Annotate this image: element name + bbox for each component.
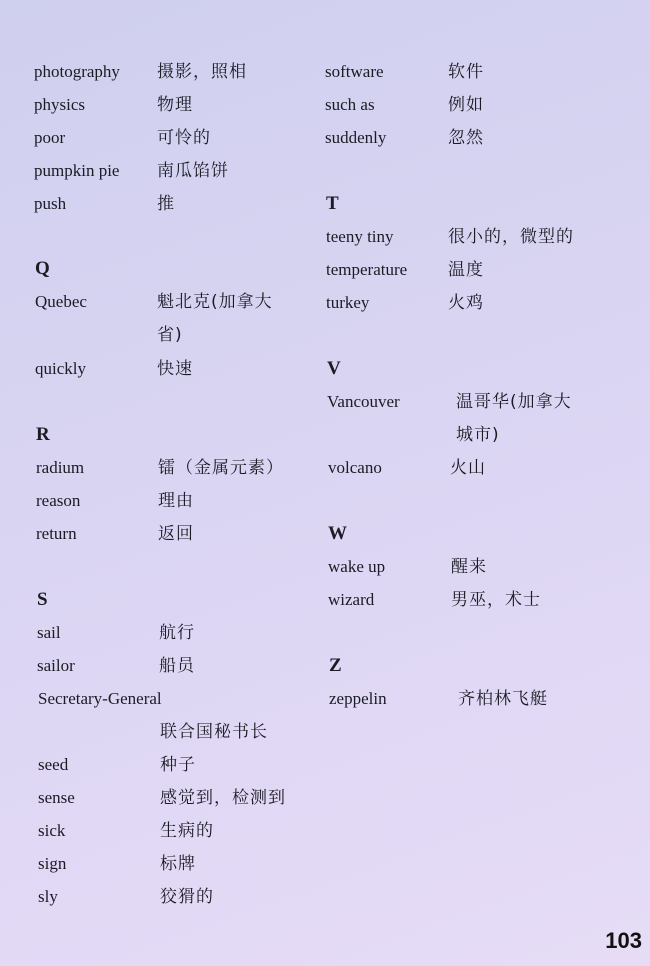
- entry-word: poor: [34, 128, 66, 147]
- entry-meaning: 摄影，照相: [157, 62, 247, 82]
- entry-meaning: 醒来: [451, 557, 487, 577]
- entry-meaning-cont: 省): [157, 325, 183, 345]
- entry-meaning: 航行: [159, 623, 195, 643]
- entry-meaning: 温度: [448, 260, 484, 280]
- section-heading-z: Z: [329, 655, 342, 676]
- entry-meaning: 温哥华(加拿大: [456, 392, 572, 412]
- entry-word: turkey: [326, 293, 370, 312]
- entry-meaning: 齐柏林飞艇: [458, 689, 548, 709]
- section-heading-w: W: [328, 523, 347, 544]
- entry-meaning: 狡猾的: [160, 887, 214, 907]
- entry-word: radium: [36, 458, 85, 477]
- section-heading-r: R: [36, 424, 50, 445]
- entry-word: suddenly: [325, 128, 387, 147]
- section-heading-v: V: [327, 358, 341, 379]
- entry-meaning: 可怜的: [157, 128, 211, 148]
- entry-meaning: 软件: [448, 62, 484, 82]
- entry-meaning-cont: 城市): [456, 425, 500, 445]
- entry-word: volcano: [328, 458, 382, 477]
- entry-meaning: 感觉到，检测到: [160, 788, 286, 808]
- entry-word: sail: [37, 623, 61, 642]
- section-heading-s: S: [37, 589, 48, 610]
- entry-word: reason: [36, 491, 81, 510]
- entry-word: pumpkin pie: [34, 161, 120, 180]
- entry-word: wake up: [328, 557, 386, 576]
- entry-word: sense: [38, 788, 75, 807]
- entry-word: sly: [38, 887, 58, 906]
- entry-word: zeppelin: [329, 689, 387, 708]
- section-heading-q: Q: [35, 258, 50, 279]
- entry-meaning: 物理: [157, 95, 193, 115]
- entry-meaning: 标牌: [160, 854, 196, 874]
- entry-word: sick: [38, 821, 66, 840]
- entry-word: Vancouver: [327, 392, 400, 411]
- section-heading-t: T: [326, 193, 339, 214]
- entry-word: Quebec: [35, 292, 87, 311]
- entry-meaning: 镭（金属元素）: [158, 458, 284, 478]
- entry-meaning: 忽然: [448, 128, 484, 148]
- entry-word: sign: [38, 854, 67, 873]
- entry-meaning: 推: [157, 194, 175, 214]
- entry-word: software: [325, 62, 384, 81]
- page-number: 103: [605, 928, 642, 953]
- entry-meaning: 船员: [159, 656, 195, 676]
- entry-meaning: 快速: [157, 359, 193, 379]
- entry-meaning: 种子: [160, 755, 196, 775]
- entry-meaning: 男巫，术士: [451, 590, 541, 610]
- entry-meaning: 南瓜馅饼: [157, 161, 229, 181]
- entry-meaning: 返回: [158, 524, 194, 544]
- entry-word: quickly: [35, 359, 86, 378]
- entry-meaning: 火山: [450, 458, 486, 478]
- entry-word: teeny tiny: [326, 227, 394, 246]
- entry-meaning: 理由: [158, 491, 194, 511]
- entry-word: Secretary-General: [38, 689, 162, 708]
- entry-meaning: 很小的，微型的: [448, 227, 574, 247]
- entry-word: such as: [325, 95, 375, 114]
- entry-word: sailor: [37, 656, 75, 675]
- entry-word: return: [36, 524, 77, 543]
- entry-word: photography: [34, 62, 120, 81]
- entry-word: seed: [38, 755, 69, 774]
- entry-meaning: 生病的: [160, 821, 214, 841]
- entry-meaning: 联合国秘书长: [160, 722, 268, 742]
- entry-meaning: 火鸡: [448, 293, 484, 313]
- entry-word: push: [34, 194, 67, 213]
- entry-word: temperature: [326, 260, 408, 279]
- entry-meaning: 魁北克(加拿大: [157, 292, 273, 312]
- entry-word: wizard: [328, 590, 375, 609]
- entry-word: physics: [34, 95, 85, 114]
- entry-meaning: 例如: [448, 95, 484, 115]
